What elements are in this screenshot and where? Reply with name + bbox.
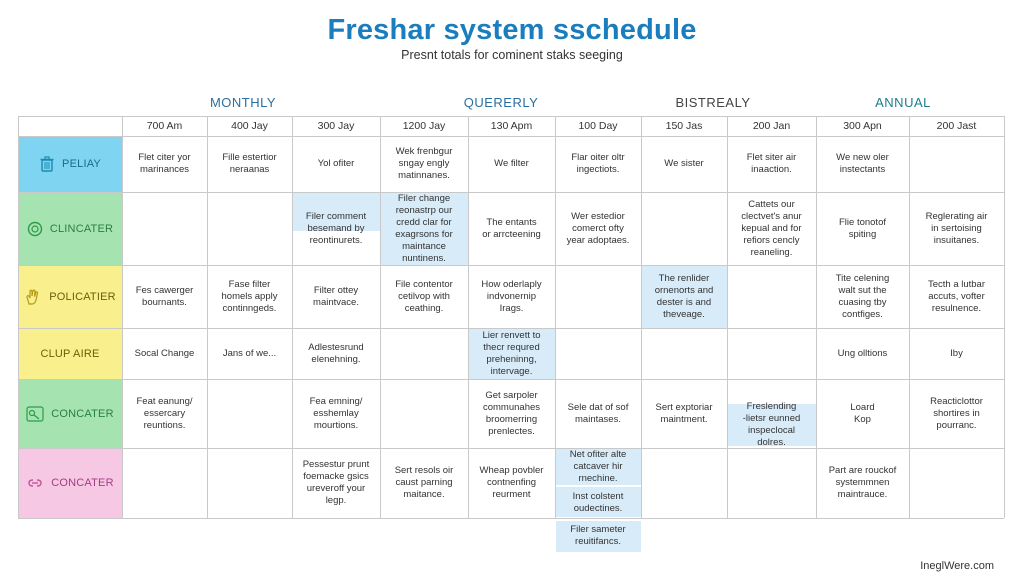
column-header: 130 Apm <box>490 120 533 132</box>
row-label-text: CONCATER <box>51 407 114 420</box>
page-subtitle: Presnt totals for cominent staks seeging <box>401 48 623 62</box>
table-cell: We sister <box>664 158 704 169</box>
table-cell: Lier renvett to thecr requred preheninng, intervage. <box>482 329 541 377</box>
table-cell: Fes cawerger bournants. <box>135 284 194 308</box>
table-cell: Flar oiter oltr ingectiots. <box>571 152 625 175</box>
tools-icon <box>26 406 44 422</box>
table-cell: Flet siter air inaaction. <box>746 152 797 175</box>
column-header: 150 Jas <box>665 120 703 132</box>
table-cell: Freslending -lietsr eunned inspeclocal dolres. <box>742 401 801 448</box>
table-cell: Filter ottey maintvace. <box>313 284 359 308</box>
table-cell: Adlestesrund elenehning. <box>308 341 364 365</box>
row-label <box>18 448 122 518</box>
table-cell: Part are rouckof systemmnen maintrauce. <box>828 465 897 500</box>
column-header: 200 Jan <box>752 120 791 132</box>
row-label-text: CLINCATER <box>49 222 114 235</box>
table-cell: Sele dat of sof maintases. <box>567 401 629 425</box>
column-header: 200 Jast <box>936 120 977 132</box>
table-cell: Wheap povbler contnenfing reurment <box>479 465 544 500</box>
group-header-annual: ANNUAL <box>875 95 931 110</box>
table-cell: The entants or arrcteening <box>482 216 541 240</box>
table-cell: Iby <box>950 347 963 359</box>
table-cell: Fase filter homels apply continngeds. <box>221 278 278 314</box>
row-label <box>18 328 122 379</box>
circle-target-icon <box>27 221 43 237</box>
hand-icon <box>24 288 42 306</box>
table-cell: Loard Kop <box>850 401 875 425</box>
group-header-monthly: MONTHLY <box>209 95 277 110</box>
table-cell: Get sarpoler communahes broomerring prenlectes. <box>482 389 541 437</box>
row-label-text: CONCATER <box>51 477 114 489</box>
table-cell: Filer comment besemand by reontinurets. <box>305 210 367 246</box>
table-cell: Reglerating air in sertoising insuitanes. <box>925 210 988 246</box>
table-cell: Filer sameter reuitifancs. <box>570 523 626 547</box>
link-icon <box>26 476 44 490</box>
table-cell: The renlider ornenorts and dester is and theveage. <box>654 272 714 320</box>
row-label <box>18 192 122 265</box>
row-label <box>18 136 122 192</box>
table-cell: Jans of we... <box>222 347 277 359</box>
table-cell: Wek frenbgur sngay engly matinnanes. <box>395 146 453 181</box>
table-cell: Socal Change <box>134 347 195 359</box>
row-label <box>18 265 122 328</box>
schedule-table <box>18 116 1004 547</box>
table-cell: Sert exptoriar maintment. <box>655 401 713 425</box>
trash-icon <box>39 156 55 172</box>
table-cell: Reacticlottor shortires in pourranc. <box>930 395 983 431</box>
grid-line <box>18 518 1004 519</box>
table-cell: Fea emning/ esshemlay mourtions. <box>309 395 363 431</box>
table-cell: Cattets our clectvet's anur kepual and for refiors cencly reaneling. <box>741 198 802 258</box>
table-cell: Tite celening walt sut the cuasing tby contfiges. <box>835 272 890 320</box>
column-header: 400 Jay <box>231 120 268 132</box>
group-header-quarterly: QUERERLY <box>463 95 539 110</box>
table-cell: Wer estedior comerct ofty year adoptaes. <box>566 210 630 246</box>
table-cell: Net ofiter alte catcaver hir rnechine. <box>569 449 627 484</box>
table-cell: Inst colstent oudectines. <box>572 491 624 514</box>
row-label <box>18 379 122 448</box>
table-cell: Feat eanung/ essercary reuntions. <box>136 395 193 431</box>
table-cell: Pessestur prunt foemacke gsics ureveroff your legp. <box>302 459 370 506</box>
column-header: 300 Jay <box>317 120 355 132</box>
column-header: 300 Apn <box>843 120 882 132</box>
row-label-text: PELIAY <box>62 158 101 170</box>
column-header: 1200 Jay <box>402 120 446 132</box>
page-title: Freshar system sschedule <box>327 14 697 46</box>
table-cell: Flet citer yor marinances <box>138 152 191 175</box>
table-cell: Tecth a lutbar accuts, vofter resulnence. <box>927 278 986 314</box>
table-cell: Filer change reonastrp our credd clar for exagrsons for maintance nuntinens. <box>395 192 453 264</box>
row-label-text: CLUP AIRE <box>40 347 100 360</box>
row-label-text: POLICATIER <box>49 290 116 303</box>
table-cell: Sert resols oir caust parning maitance. <box>394 465 454 500</box>
table-cell: File contentor cetilvop with ceathing. <box>395 278 453 314</box>
table-cell: We filter <box>494 158 529 169</box>
column-header: 100 Day <box>578 120 618 132</box>
table-cell: How oderlaply indvonernip Irags. <box>481 278 542 314</box>
table-cell: Flie tonotof spiting <box>839 216 886 240</box>
footer-credit: IneglWere.com <box>920 560 994 572</box>
table-cell: Ung olltions <box>837 347 888 359</box>
table-cell: Yol ofiter <box>317 158 355 169</box>
group-header-biannual: BISTREALY <box>675 95 751 110</box>
column-header: 700 Am <box>146 120 183 132</box>
table-cell: We new oler instectants <box>836 152 889 175</box>
table-cell: Fille estertior neraanas <box>222 152 277 175</box>
grid-line <box>1004 116 1005 518</box>
